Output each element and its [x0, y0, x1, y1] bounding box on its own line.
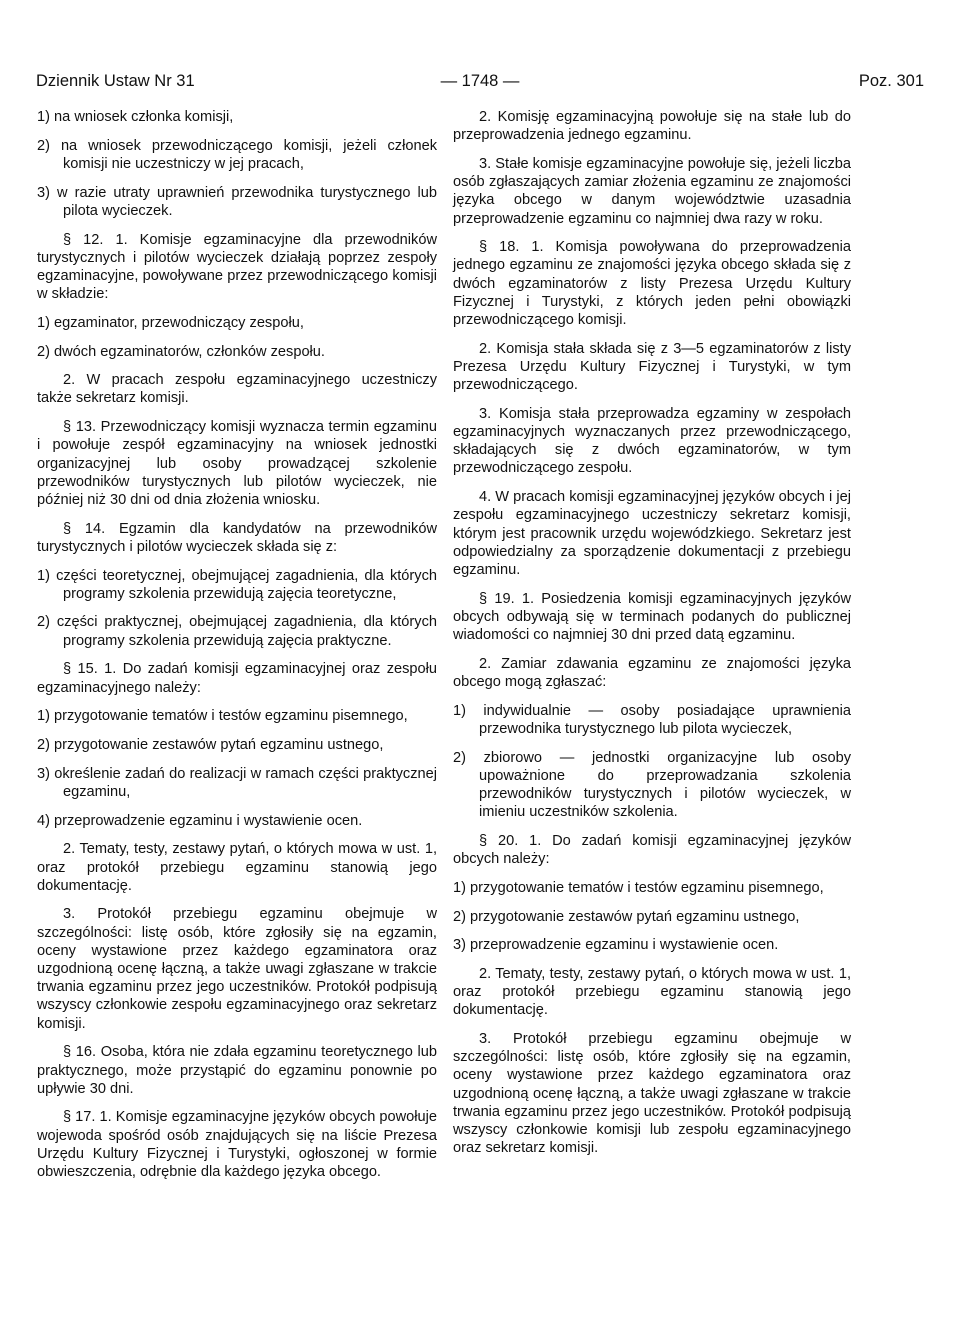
list-item: 4) przeprowadzenie egzaminu i wystawienie ocen.: [37, 812, 363, 829]
list-item: 1) egzaminator, przewodniczący zespołu,: [37, 314, 304, 331]
paragraph: § 19. 1. Posiedzenia komisji egzaminacyjnych języków obcych odbywają się w terminach podanych do publicznej wiadomości co najmniej 30 dni przed datą egzaminu.: [453, 590, 851, 644]
paragraph: 2. Tematy, testy, zestawy pytań, o których mowa w ust. 1, oraz protokół przebiegu egzaminu stanowią jego dokumentację.: [453, 965, 851, 1019]
journal-title: Dziennik Ustaw Nr 31: [36, 72, 195, 90]
list-item: 2) na wniosek przewodniczącego komisji, jeżeli członek komisji nie uczestniczy w jej pracach,: [37, 137, 437, 172]
paragraph: 2. Zamiar zdawania egzaminu ze znajomości języka obcego mogą zgłaszać:: [453, 655, 851, 690]
list-item: 3) przeprowadzenie egzaminu i wystawienie ocen.: [453, 937, 779, 954]
paragraph: 3. Protokół przebiegu egzaminu obejmuje w szczególności: listę osób, które zgłosiły się na egzamin, oceny wystawione przez każdego egzaminatora oraz uzgodnioną ocenę łączną, a także uwagi zgłaszane w trakcie trwania egzaminu przez jego uczestników. Protokół podpisują wszyscy członkowie komisji lub zespołu egzaminacyjnego oraz sekretarz komisji.: [453, 1031, 851, 1157]
right-text-column: [453, 108, 851, 1168]
list-item: 3) określenie zadań do realizacji w ramach części praktycznej egzaminu,: [37, 765, 437, 800]
paragraph: 3. Protokół przebiegu egzaminu obejmuje w szczególności: listę osób, które zgłosiły się na egzamin, oceny wystawione przez każdego egzaminatora oraz uzgodnioną ocenę łączną, a także uwagi zgłaszane w trakcie trwania egzaminu przez jego uczestników. Protokół podpisują wszyscy członkowie zespołu egzaminacyjnego oraz sekretarz komisji.: [37, 906, 437, 1032]
list-item: 1) przygotowanie tematów i testów egzaminu pisemnego,: [453, 879, 824, 896]
paragraph: 2. Komisja stała składa się z 3—5 egzaminatorów z listy Prezesa Urzędu Kultury Fizycznej i Turystyki, w tym przewodniczącego.: [453, 340, 851, 394]
list-item: 1) indywidualnie — osoby posiadające uprawnienia przewodnika turystycznego lub pilota wycieczek,: [453, 702, 851, 737]
paragraph: 2. Komisję egzaminacyjną powołuje się na stałe lub do przeprowadzenia jednego egzaminu.: [453, 109, 851, 144]
paragraph: 2. W pracach zespołu egzaminacyjnego uczestniczy także sekretarz komisji.: [37, 372, 437, 407]
list-item: 1) przygotowanie tematów i testów egzaminu pisemnego,: [37, 708, 408, 725]
list-item: 1) na wniosek członka komisji,: [37, 109, 234, 125]
position-number: Poz. 301: [858, 72, 924, 90]
paragraph: § 13. Przewodniczący komisji wyznacza termin egzaminu i powołuje zespół egzaminacyjny na wniosek jednostki organizacyjnej lub osoby prowadzącej szkolenie przewodników turystycznych lub pilotów wycieczek, nie później niż 30 dni od dnia złożenia wniosku.: [37, 419, 437, 508]
paragraph: 4. W pracach komisji egzaminacyjnej języków obcych i jej zespołu egzaminacyjnego uczestniczy sekretarz komisji, którym jest pracownik urzędu wojewódzkiego. Sekretarz jest odpowiedzialny za sporządzenie dokumentacji z przebiegu egzaminu.: [453, 489, 851, 578]
list-item: 2) przygotowanie zestawów pytań egzaminu ustnego,: [453, 908, 800, 925]
left-text-column: [37, 108, 437, 1192]
paragraph: § 16. Osoba, która nie zdała egzaminu teoretycznego lub praktycznego, może przystąpić do egzaminu ponownie po upływie 30 dni.: [37, 1044, 437, 1097]
paragraph: 3. Komisja stała przeprowadza egzaminy w zespołach egzaminacyjnych wyznaczanych przez przewodniczącego, składających się z dwóch egzaminatorów, w tym przewodniczącego zespołu.: [453, 405, 851, 477]
page-header: [36, 70, 924, 94]
list-item: 3) w razie utraty uprawnień przewodnika turystycznego lub pilota wycieczek.: [37, 184, 437, 219]
list-item: 1) części teoretycznej, obejmującej zagadnienia, dla których programy szkolenia przewidują zajęcia teoretyczne,: [37, 567, 437, 602]
paragraph: § 17. 1. Komisje egzaminacyjne języków obcych powołuje wojewoda spośród osób znajdujących się na liście Prezesa Urzędu Kultury Fizycznej i Turystyki, ogłoszonej w formie obwieszczenia, odrębnie dla każdego języka obcego.: [37, 1109, 437, 1181]
paragraph: § 15. 1. Do zadań komisji egzaminacyjnej oraz zespołu egzaminacyjnego należy:: [37, 661, 437, 696]
list-item: 2) części praktycznej, obejmującej zagadnienia, dla których programy szkolenia przewidują zajęcia praktyczne.: [37, 614, 437, 649]
page-number: — 1748 —: [440, 72, 520, 90]
list-item: 2) dwóch egzaminatorów, członków zespołu.: [37, 343, 325, 360]
paragraph: § 18. 1. Komisja powoływana do przeprowadzenia jednego egzaminu ze znajomości języka obcego składa się z dwóch egzaminatorów z listy Prezesa Urzędu Kultury Fizycznej i Turystyki, z których jeden pełni obowiązki przewodniczącego komisji.: [453, 239, 851, 329]
paragraph: § 14. Egzamin dla kandydatów na przewodników turystycznych i pilotów wycieczek składa się z:: [37, 520, 437, 555]
paragraph: 2. Tematy, testy, zestawy pytań, o których mowa w ust. 1, oraz protokół przebiegu egzaminu stanowią jego dokumentację.: [37, 841, 437, 894]
paragraph: 3. Stałe komisje egzaminacyjne powołuje się, jeżeli liczba osób zgłaszających zamiar złożenia egzaminu ze znajomości języka obcego w danym województwie uzasadnia przeprowadzenie egzaminu co najmniej dwa razy w roku.: [453, 155, 851, 227]
list-item: 2) przygotowanie zestawów pytań egzaminu ustnego,: [37, 736, 384, 753]
list-item: 2) zbiorowo — jednostki organizacyjne lub osoby upoważnione do przeprowadzania szkolenia przewodników turystycznych i pilotów wycieczek, w imieniu uczestników szkolenia.: [453, 749, 851, 821]
paragraph: § 20. 1. Do zadań komisji egzaminacyjnej języków obcych należy:: [453, 832, 851, 868]
paragraph: § 12. 1. Komisje egzaminacyjne dla przewodników turystycznych i pilotów wycieczek działają poprzez zespoły egzaminacyjne, powoływane przez przewodniczącego komisji w składzie:: [37, 231, 437, 303]
